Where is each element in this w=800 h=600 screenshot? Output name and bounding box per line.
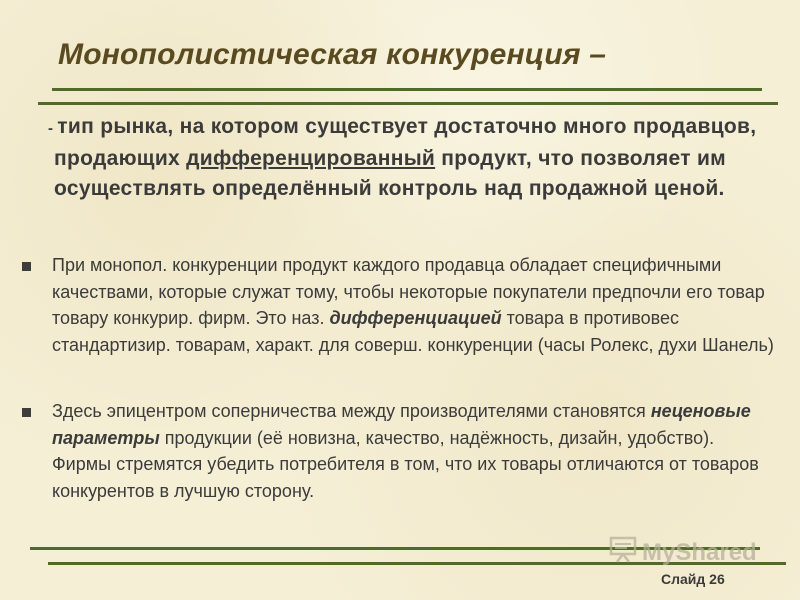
slide-number: Слайд 26 [661, 571, 725, 587]
definition-text-end: продукт, что позволяет им осуществлять определённый контроль над продажной ценой. [54, 147, 727, 200]
definition-paragraph [48, 112, 784, 204]
bullet-marker-square [22, 262, 31, 271]
watermark [608, 534, 757, 571]
bullet-emphasis: неценовые параметры [52, 401, 751, 448]
bullet-marker-square [22, 408, 31, 417]
bullet-text-end: товара в противовес стандартизир. товарам, характ. для соверш. конкуренции (часы Ролекс, духи Шанель) [52, 308, 774, 355]
slide-title: Монополистическая конкуренция – [58, 38, 607, 71]
definition-dash: - [48, 120, 54, 137]
title-divider-upper [52, 88, 762, 91]
presentation-board-icon [608, 534, 638, 571]
title-divider-lower [38, 102, 778, 105]
definition-underlined-term: дифференцированный [186, 147, 436, 170]
definition-text-start: тип рынка, на котором существует достаточно много продавцов, продающих [54, 115, 757, 170]
bullet-item-nonprice [52, 398, 774, 504]
bullet-text-end: продукции (её новизна, качество, надёжность, дизайн, удобство). Фирмы стремятся убедить потребителя в том, что их товары отличаются от товаров конкурентов в лучшую сторону. [52, 427, 759, 501]
bullet-emphasis: дифференциацией [329, 308, 502, 328]
bullet-text-start: Здесь эпицентром соперничества между производителями становятся [52, 401, 651, 421]
watermark-text: MyShared [642, 538, 757, 566]
bullet-item-differentiation [52, 252, 774, 358]
bullet-text-start: При монопол. конкуренции продукт каждого продавца обладает специфичными качествами, которые служат тому, чтобы некоторые покупатели предпочли его товар товару конкурир. фирм. Это наз. [52, 255, 765, 328]
